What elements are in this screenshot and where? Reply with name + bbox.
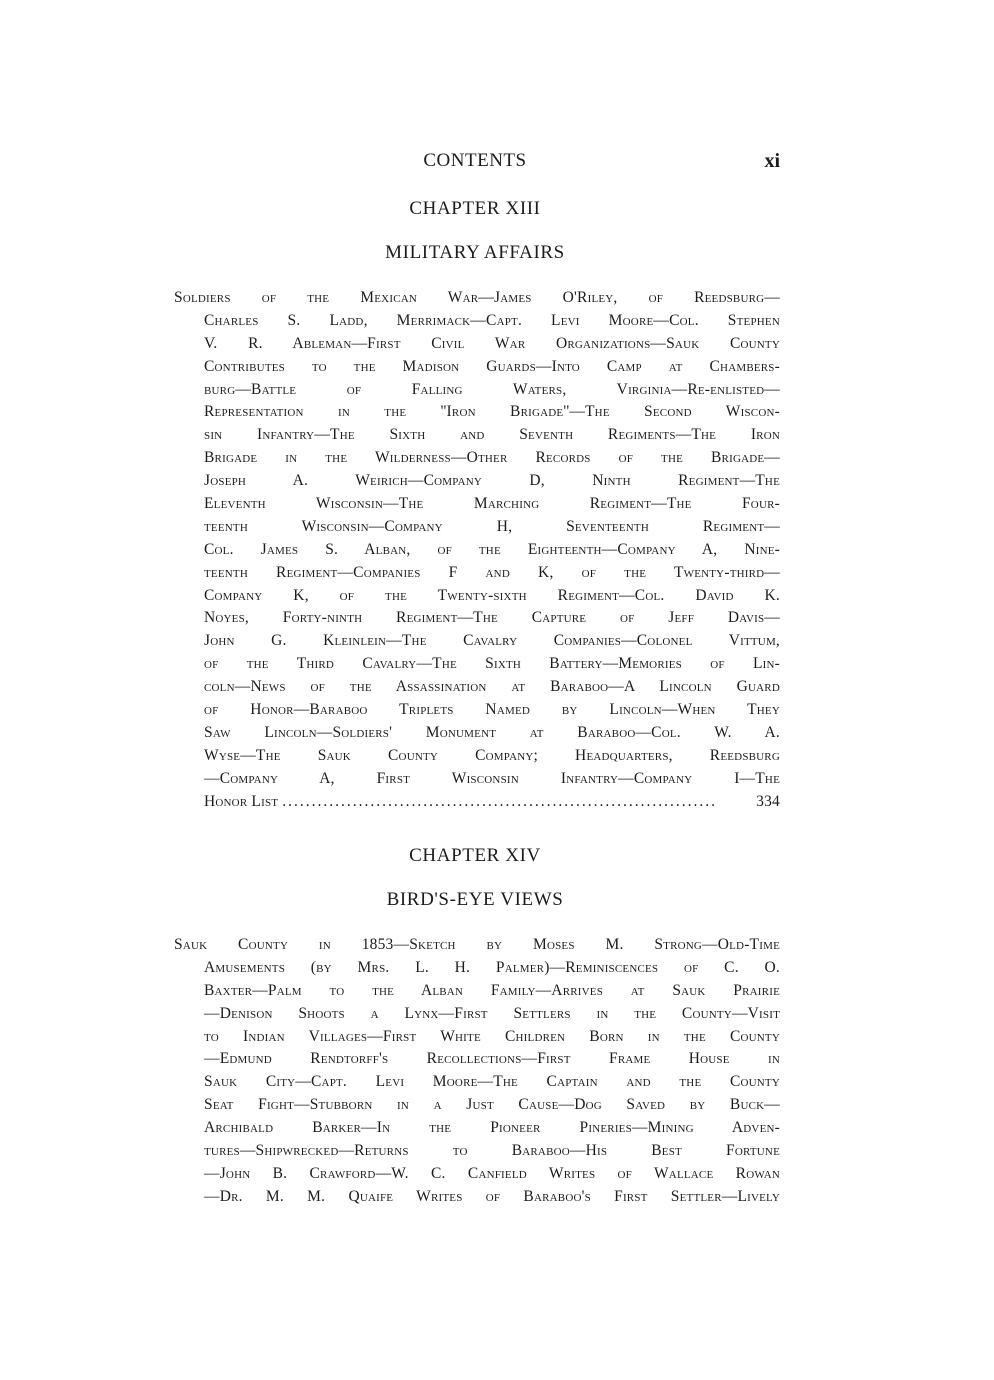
contents-line: teenth Regiment—Companies F and K, of the Twenty-third— (204, 563, 780, 581)
chapter-page-number: 334 (756, 792, 780, 810)
contents-line: Archibald Barker—In the Pioneer Pineries—Mining Adven- (204, 1119, 780, 1137)
chapter-xiv-contents (174, 934, 780, 1209)
contents-line: Brigade in the Wilderness—Other Records of the Brigade— (204, 449, 780, 467)
contents-line: Charles S. Ladd, Merrimack—Capt. Levi Moore—Col. Stephen (204, 311, 780, 329)
contents-line: Sauk City—Capt. Levi Moore—The Captain and the County (204, 1073, 780, 1091)
chapter-xiii-contents (174, 287, 780, 813)
contents-line: —Dr. M. M. Quaife Writes of Baraboo's First Settler—Lively (204, 1187, 780, 1205)
contents-line: Col. James S. Alban, of the Eighteenth—Company A, Nine- (204, 540, 780, 558)
running-head (0, 150, 994, 174)
contents-line: Wyse—The Sauk County Company; Headquarters, Reedsburg (204, 746, 780, 764)
contents-line: coln—News of the Assassination at Baraboo—A Lincoln Guard (204, 678, 780, 696)
contents-line: —Denison Shoots a Lynx—First Settlers in the County—Visit (204, 1004, 780, 1022)
contents-line: John G. Kleinlein—The Cavalry Companies—Colonel Vittum, (204, 632, 780, 650)
contents-line: Eleventh Wisconsin—The Marching Regiment—The Four- (204, 495, 780, 513)
contents-last-line (174, 791, 780, 814)
contents-line: Company K, of the Twenty-sixth Regiment—Col. David K. (204, 586, 780, 604)
contents-line: Noyes, Forty-ninth Regiment—The Capture of Jeff Davis— (204, 609, 780, 627)
contents-line: burg—Battle of Falling Waters, Virginia—Re-enlisted— (204, 380, 780, 398)
contents-line: Baxter—Palm to the Alban Family—Arrives at Sauk Prairie (204, 981, 780, 999)
contents-line: Seat Fight—Stubborn in a Just Cause—Dog Saved by Buck— (204, 1096, 780, 1114)
chapter-xiii-number: CHAPTER XIII (409, 198, 541, 219)
contents-line: teenth Wisconsin—Company H, Seventeenth Regiment— (204, 517, 780, 535)
chapter-xiv-title: BIRD'S-EYE VIEWS (386, 889, 564, 910)
contents-line: of Honor—Baraboo Triplets Named by Lincoln—When They (204, 701, 780, 719)
contents-line: Joseph A. Weirich—Company D, Ninth Regiment—The (204, 472, 780, 490)
contents-line: to Indian Villages—First White Children Born in the County (204, 1027, 780, 1045)
dot-leader: .......................................................................... (282, 792, 717, 810)
contents-line: Sauk County in 1853—Sketch by Moses M. Strong—Old-Time (174, 936, 780, 953)
contents-line: Honor List (204, 792, 279, 810)
contents-line: —Company A, First Wisconsin Infantry—Company I—The (204, 769, 780, 787)
contents-line: —Edmund Rendtorff's Recollections—First Frame House in (204, 1050, 780, 1068)
contents-line: tures—Shipwrecked—Returns to Baraboo—His Best Fortune (204, 1142, 780, 1160)
contents-line: —John B. Crawford—W. C. Canfield Writes of Wallace Rowan (204, 1164, 780, 1182)
contents-line: Saw Lincoln—Soldiers' Monument at Baraboo—Col. W. A. (204, 723, 780, 741)
contents-line: Soldiers of the Mexican War—James O'Riley, of Reedsburg— (174, 289, 780, 306)
contents-line: Representation in the ''Iron Brigade''—The Second Wiscon- (204, 403, 780, 421)
contents-line: Contributes to the Madison Guards—Into Camp at Chambers- (204, 357, 780, 375)
contents-line: V. R. Ableman—First Civil War Organizations—Sauk County (204, 334, 780, 352)
chapter-xiii-title: MILITARY AFFAIRS (385, 242, 565, 263)
contents-line: sin Infantry—The Sixth and Seventh Regiments—The Iron (204, 426, 780, 444)
running-title: CONTENTS (423, 150, 527, 171)
contents-line: Amusements (by Mrs. L. H. Palmer)—Reminiscences of C. O. (204, 958, 780, 976)
contents-line: of the Third Cavalry—The Sixth Battery—Memories of Lin- (204, 655, 780, 673)
chapter-xiv-number: CHAPTER XIV (409, 845, 541, 866)
page-number: xi (764, 150, 780, 172)
